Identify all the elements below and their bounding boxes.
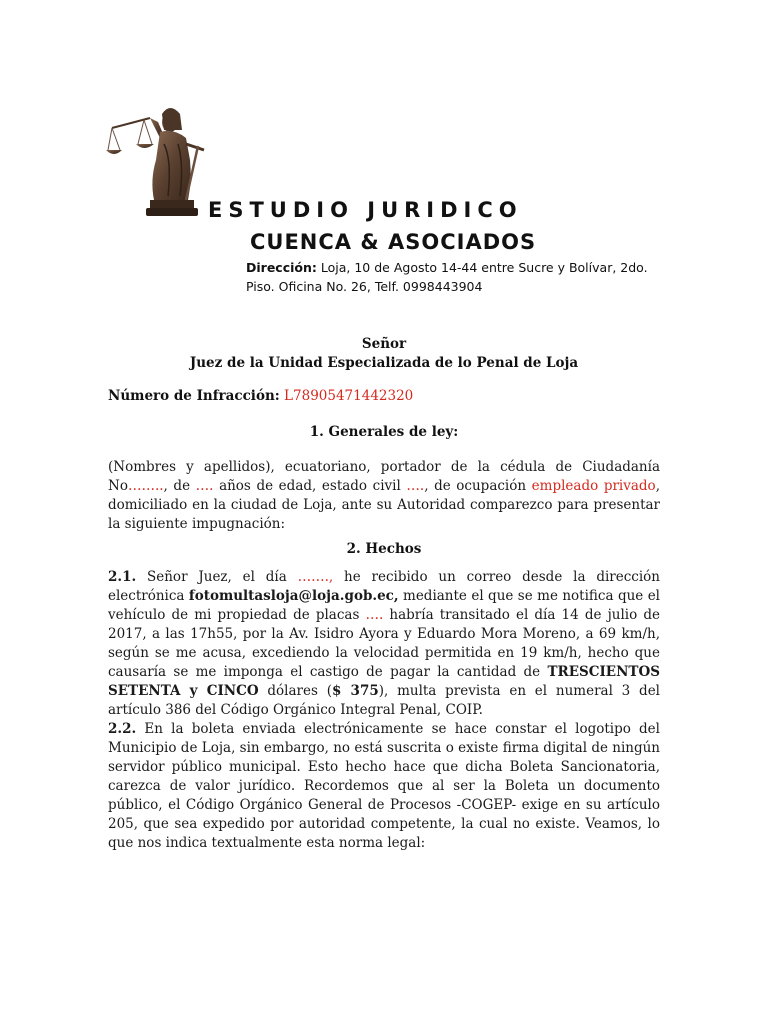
infraction-number: L78905471442320 [284, 388, 414, 404]
address-line2: Piso. Oficina No. 26, Telf. 0998443904 [246, 279, 483, 294]
firm-name-line1: ESTUDIO JURIDICO [208, 198, 523, 222]
email-address: fotomultasloja@loja.gob.ec, [188, 588, 399, 604]
section1-paragraph: (Nombres y apellidos), ecuatoriano, portador de la cédula de Ciudadanía No…….., de …. años de edad, estado civil …., de ocupación empleado privado, domiciliado en la ciudad de Loja, ante su Autoridad comparezco para presentar la siguiente impugnación: [108, 459, 660, 532]
occupation-value: empleado privado [531, 478, 656, 494]
addressee: Juez de la Unidad Especializada de lo Penal de Loja [189, 355, 579, 371]
paragraph-number: 2.1. [108, 569, 137, 585]
address-label: Dirección: [246, 260, 317, 275]
address-text: Loja, 10 de Agosto 14-44 entre Sucre y Bolívar, 2do. [316, 260, 648, 275]
section2-heading: 2. Hechos [346, 541, 422, 557]
placeholder-dots: ……., [297, 569, 334, 585]
section1-heading: 1. Generales de ley: [309, 424, 459, 440]
placeholder-dots: …. [406, 478, 425, 494]
placeholder-dots: …. [195, 478, 214, 494]
infraction-line [108, 388, 660, 404]
amount-words: TRESCIENTOS SETENTA y CINCO [108, 664, 660, 699]
salutation-title: Señor [361, 336, 407, 352]
firm-address [246, 258, 666, 296]
paragraph-2-1: 2.1. Señor Juez, el día ……., he recibido un correo desde la dirección electrónica fotomultasloja@loja.gob.ec, mediante el que se me notifica que el vehículo de mi propiedad de placas …. habría transitado el día 14 de julio de 2017, a las 17h55, por la Av. Isidro Ayora y Eduardo Mora Moreno, a 69 km/h, según se me acusa, excediendo la velocidad permitida en 19 km/h, hecho que causaría se me imponga el castigo de pagar la cantidad de TRESCIENTOS SETENTA y CINCO dólares ($ 375), multa prevista en el numeral 3 del artículo 386 del Código Orgánico Integral Penal, COIP. [108, 569, 660, 718]
infraction-label: Número de Infracción: [108, 388, 280, 404]
amount-number: $ 375 [331, 683, 379, 699]
placeholder-dots: …. [365, 607, 384, 623]
firm-name-line2: CUENCA & ASOCIADOS [250, 230, 537, 254]
paragraph-2-2: 2.2. En la boleta enviada electrónicamente se hace constar el logotipo del Municipio de Loja, sin embargo, no está suscrita o existe firma digital de ningún servidor público municipal. Esto hecho hace que dicha Boleta Sancionatoria, carezca de valor jurídico. Recordemos que al ser la Boleta un documento público, el Código Orgánico General de Procesos -COGEP- exige en su artículo 205, que sea expedido por autoridad competente, la cual no existe. Veamos, lo que nos indica textualmente esta norma legal: [108, 721, 660, 851]
paragraph-number: 2.2. [108, 721, 137, 737]
lady-justice-statue-icon [104, 100, 210, 218]
placeholder-dots: …….. [127, 478, 164, 494]
